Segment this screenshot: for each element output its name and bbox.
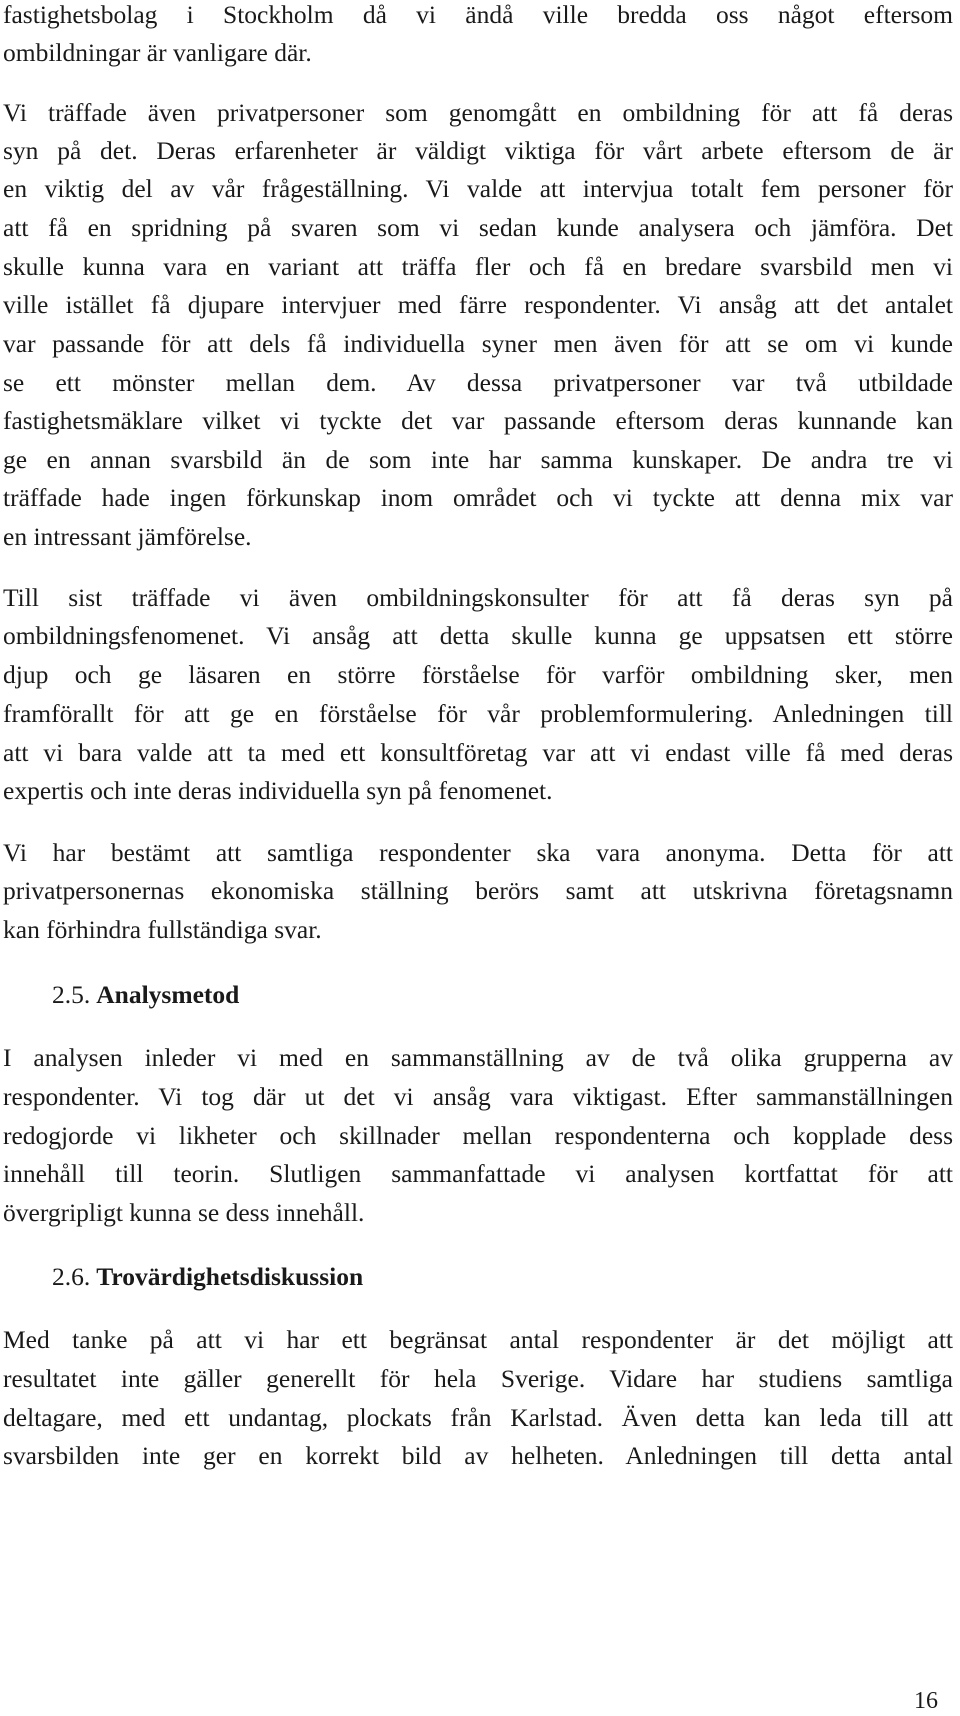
text-line: träffade hade ingen förkunskap inom området och vi tyckte att denna mix var [3,483,953,512]
text-line: kan förhindra fullständiga svar. [3,915,322,944]
text-line: innehåll till teorin. Slutligen sammanfattade vi analysen kortfattat för att [3,1159,953,1188]
section-heading [52,980,239,1010]
text-line: att få en spridning på svaren som vi sedan kunde analysera och jämföra. Det [3,213,953,242]
text-line: syn på det. Deras erfarenheter är väldigt viktiga för vårt arbete eftersom de är [3,136,953,165]
text-line: en intressant jämförelse. [3,522,252,551]
text-line: djup och ge läsaren en större förståelse för varför ombildning sker, men [3,660,953,689]
text-line: fastighetsmäklare vilket vi tyckte det var passande eftersom deras kunnande kan [3,406,953,435]
text-line: Vi har bestämt att samtliga respondenter ska vara anonyma. Detta för att [3,838,953,867]
text-line: deltagare, med ett undantag, plockats från Karlstad. Även detta kan leda till att [3,1403,953,1432]
text-line: skulle kunna vara en variant att träffa fler och få en bredare svarsbild men vi [3,252,953,281]
text-line: se ett mönster mellan dem. Av dessa privatpersoner var två utbildade [3,368,953,397]
section-title: Analysmetod [96,980,240,1009]
text-line: expertis och inte deras individuella syn på fenomenet. [3,776,553,805]
text-line: framförallt för att ge en förståelse för vår problemformulering. Anledningen till [3,699,953,728]
text-line: ville istället få djupare intervjuer med färre respondenter. Vi ansåg att det antalet [3,290,953,319]
text-line: ge en annan svarsbild än de som inte har samma kunskaper. De andra tre vi [3,445,953,474]
text-line: svarsbilden inte ger en korrekt bild av helheten. Anledningen till detta antal [3,1441,953,1470]
text-line: övergripligt kunna se dess innehåll. [3,1198,365,1227]
text-line: att vi bara valde att ta med ett konsultföretag var att vi endast ville få med deras [3,738,953,767]
text-line: redogjorde vi likheter och skillnader mellan respondenterna och kopplade dess [3,1121,953,1150]
text-line: Vi träffade även privatpersoner som genomgått en ombildning för att få deras [3,98,953,127]
text-line: Till sist träffade vi även ombildningskonsulter för att få deras syn på [3,583,953,612]
text-line: I analysen inleder vi med en sammanställning av de två olika grupperna av [3,1043,953,1072]
text-line: en viktig del av vår frågeställning. Vi valde att intervjua totalt fem personer för [3,174,953,203]
page-number: 16 [914,1688,938,1714]
section-title: Trovärdighetsdiskussion [96,1262,364,1291]
section-number: 2.5. [52,980,91,1009]
text-line: respondenter. Vi tog där ut det vi ansåg vara viktigast. Efter sammanställningen [3,1082,953,1111]
text-line: ombildningsfenomenet. Vi ansåg att detta skulle kunna ge uppsatsen ett större [3,621,953,650]
text-line: fastighetsbolag i Stockholm då vi ändå ville bredda oss något eftersom [3,0,953,29]
text-line: Med tanke på att vi har ett begränsat antal respondenter är det möjligt att [3,1325,953,1354]
text-line: var passande för att dels få individuella syner men även för att se om vi kunde [3,329,953,358]
section-number: 2.6. [52,1262,91,1291]
section-heading [52,1262,363,1292]
text-line: privatpersonernas ekonomiska ställning berörs samt att utskrivna företagsnamn [3,876,953,905]
text-line: ombildningar är vanligare där. [3,38,312,67]
text-line: resultatet inte gäller generellt för hela Sverige. Vidare har studiens samtliga [3,1364,953,1393]
